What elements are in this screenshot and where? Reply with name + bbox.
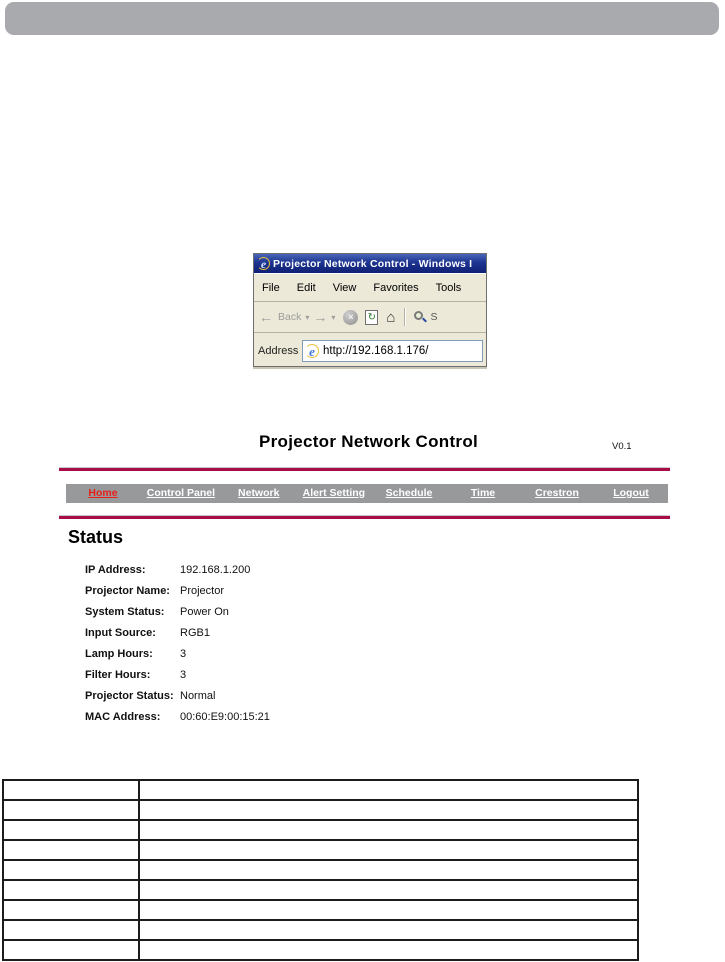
status-field-value: 00:60:E9:00:15:21 bbox=[180, 711, 270, 723]
status-row-lamp-hours bbox=[0, 645, 500, 666]
status-field-label: System Status: bbox=[85, 606, 165, 618]
forward-chevron-down-icon[interactable]: ▾ bbox=[331, 312, 336, 322]
nav-button-label: Alert Setting bbox=[302, 487, 366, 499]
stop-icon[interactable]: × bbox=[343, 310, 358, 325]
page-title: Projector Network Control bbox=[258, 432, 479, 451]
table-row bbox=[3, 780, 638, 800]
nav-button-label: Logout bbox=[613, 487, 649, 499]
table-row bbox=[3, 880, 638, 900]
table-cell bbox=[139, 820, 638, 840]
nav-button-label: Crestron bbox=[535, 487, 579, 499]
search-icon-handle bbox=[422, 318, 427, 323]
page-favicon-icon: e bbox=[305, 344, 319, 358]
status-section-heading: Status bbox=[68, 527, 124, 547]
table-cell bbox=[139, 780, 638, 800]
nav-button-label: Time bbox=[470, 487, 496, 499]
status-row-mac-address bbox=[0, 708, 500, 729]
status-field-label: IP Address: bbox=[85, 564, 146, 576]
table-row bbox=[3, 840, 638, 860]
browser-window-screenshot bbox=[253, 253, 487, 367]
search-button-label-partial[interactable]: S bbox=[430, 311, 438, 323]
nav-button-crestron[interactable] bbox=[520, 484, 594, 503]
back-chevron-down-icon[interactable]: ▾ bbox=[305, 312, 310, 322]
status-field-value: Projector bbox=[180, 585, 225, 597]
status-field-label: Lamp Hours: bbox=[85, 648, 153, 660]
browser-window-title: Projector Network Control - Windows I bbox=[273, 257, 473, 270]
nav-button-label: Home bbox=[88, 487, 118, 499]
menu-edit[interactable]: Edit bbox=[296, 281, 316, 294]
status-field-label: MAC Address: bbox=[85, 711, 161, 723]
address-input[interactable] bbox=[302, 340, 483, 362]
browser-toolbar bbox=[254, 302, 486, 333]
version-label: V0.1 bbox=[612, 441, 632, 452]
nav-button-alert-setting[interactable] bbox=[296, 484, 372, 503]
nav-button-home[interactable] bbox=[66, 484, 140, 503]
nav-button-schedule[interactable] bbox=[372, 484, 446, 503]
status-field-label: Filter Hours: bbox=[85, 669, 151, 681]
table-cell bbox=[139, 940, 638, 960]
status-row-system-status bbox=[0, 603, 500, 624]
status-row-ip-address bbox=[0, 561, 500, 582]
internet-explorer-icon: e bbox=[257, 257, 270, 270]
home-icon[interactable]: ⌂ bbox=[386, 308, 396, 326]
status-field-list bbox=[0, 561, 500, 729]
address-label: Address bbox=[258, 345, 299, 357]
table-row bbox=[3, 820, 638, 840]
menu-favorites[interactable]: Favorites bbox=[373, 281, 419, 294]
refresh-icon[interactable]: ↻ bbox=[365, 310, 378, 325]
table-cell bbox=[3, 920, 139, 940]
nav-bar bbox=[66, 483, 668, 503]
status-field-label: Input Source: bbox=[85, 627, 156, 639]
table-cell bbox=[3, 840, 139, 860]
menu-view[interactable]: View bbox=[332, 281, 357, 294]
status-row-input-source bbox=[0, 624, 500, 645]
status-field-label: Projector Name: bbox=[85, 585, 170, 597]
nav-button-control-panel[interactable] bbox=[140, 484, 222, 503]
nav-button-logout[interactable] bbox=[594, 484, 668, 503]
browser-menu-bar bbox=[254, 273, 486, 302]
menu-file[interactable]: File bbox=[262, 281, 280, 294]
table-cell bbox=[139, 880, 638, 900]
table-cell bbox=[3, 940, 139, 960]
table-cell bbox=[3, 780, 139, 800]
browser-address-bar bbox=[254, 333, 486, 369]
address-url-text: http://192.168.1.176/ bbox=[323, 345, 429, 357]
search-icon[interactable] bbox=[413, 310, 427, 324]
browser-title-bar bbox=[254, 254, 486, 273]
status-field-value: 3 bbox=[180, 669, 187, 681]
table-row bbox=[3, 800, 638, 820]
table-cell bbox=[139, 840, 638, 860]
status-field-value: 192.168.1.200 bbox=[180, 564, 251, 576]
page-header-banner bbox=[5, 2, 719, 35]
status-field-value: Power On bbox=[180, 606, 229, 618]
nav-button-label: Schedule bbox=[385, 487, 433, 499]
table-cell bbox=[139, 860, 638, 880]
nav-button-time[interactable] bbox=[446, 484, 520, 503]
table-row bbox=[3, 940, 638, 960]
table-row bbox=[3, 860, 638, 880]
menu-tools[interactable]: Tools bbox=[435, 281, 462, 294]
table-cell bbox=[3, 820, 139, 840]
table-cell bbox=[3, 860, 139, 880]
nav-button-label: Network bbox=[238, 487, 280, 499]
table-cell bbox=[139, 900, 638, 920]
status-field-label: Projector Status: bbox=[85, 690, 174, 702]
status-field-value: 3 bbox=[180, 648, 187, 660]
back-arrow-icon[interactable]: ← bbox=[259, 309, 273, 325]
table-cell bbox=[139, 920, 638, 940]
nav-button-network[interactable] bbox=[222, 484, 296, 503]
divider-line-bottom bbox=[59, 515, 670, 519]
nav-button-label: Control Panel bbox=[146, 487, 215, 499]
reference-table bbox=[2, 779, 639, 961]
status-row-filter-hours bbox=[0, 666, 500, 687]
forward-arrow-icon[interactable]: → bbox=[313, 309, 328, 325]
table-row bbox=[3, 920, 638, 940]
status-field-value: Normal bbox=[180, 690, 216, 702]
status-row-projector-status bbox=[0, 687, 500, 708]
back-button-label[interactable]: Back bbox=[278, 311, 302, 323]
table-cell bbox=[3, 900, 139, 920]
table-cell bbox=[3, 880, 139, 900]
status-field-value: RGB1 bbox=[180, 627, 210, 639]
divider-line-top bbox=[59, 467, 670, 471]
toolbar-separator bbox=[404, 308, 405, 326]
table-cell bbox=[139, 800, 638, 820]
status-row-projector-name bbox=[0, 582, 500, 603]
table-cell bbox=[3, 800, 139, 820]
table-row bbox=[3, 900, 638, 920]
